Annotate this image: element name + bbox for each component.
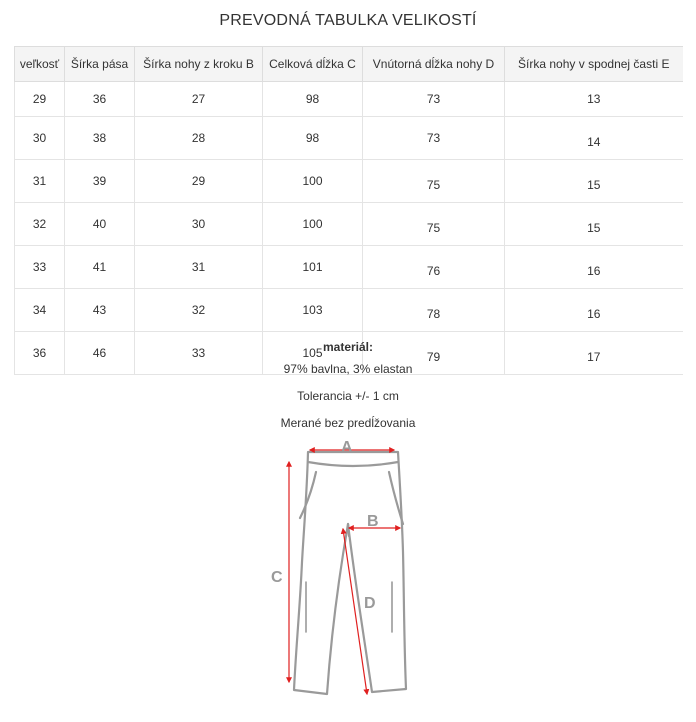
trousers-measurement-diagram (260, 432, 440, 720)
table-row (15, 160, 683, 203)
table-cell: 15 (505, 160, 683, 203)
table-header-row (15, 47, 683, 82)
label-a: A (341, 439, 353, 456)
header-total-length-c: Celková dĺžka C (263, 47, 363, 82)
table-cell: 73 (363, 117, 505, 160)
table-row (15, 289, 683, 332)
table-cell: 13 (505, 82, 683, 117)
table-cell: 30 (15, 117, 65, 160)
table-cell: 17 (505, 332, 683, 375)
table-cell: 33 (135, 332, 263, 375)
header-waist-width: Šírka pása (65, 47, 135, 82)
table-cell: 100 (263, 203, 363, 246)
table-cell: 33 (15, 246, 65, 289)
measurement-note: Merané bez predĺžovania (280, 416, 416, 430)
table-cell: 73 (363, 82, 505, 117)
table-cell: 75 (363, 203, 505, 246)
page-title: PREVODNÁ TABULKA VELIKOSTÍ (219, 12, 477, 29)
table-row (15, 82, 683, 117)
table-cell: 78 (363, 289, 505, 332)
table-cell: 76 (363, 246, 505, 289)
table-cell: 103 (263, 289, 363, 332)
table-cell: 41 (65, 246, 135, 289)
table-cell: 38 (65, 117, 135, 160)
header-crotch-width-b: Šírka nohy z kroku B (135, 47, 263, 82)
table-cell: 98 (263, 117, 363, 160)
table-cell: 100 (263, 160, 363, 203)
table-cell: 43 (65, 289, 135, 332)
header-inseam-d: Vnútorná dĺžka nohy D (363, 47, 505, 82)
label-c: C (271, 569, 283, 586)
table-row (15, 203, 683, 246)
table-cell: 32 (15, 203, 65, 246)
table-cell: 27 (135, 82, 263, 117)
table-cell: 101 (263, 246, 363, 289)
header-size: veľkosť (15, 47, 65, 82)
table-cell: 31 (15, 160, 65, 203)
table-cell: 34 (15, 289, 65, 332)
label-b: B (367, 513, 379, 530)
table-cell: 40 (65, 203, 135, 246)
table-cell: 16 (505, 289, 683, 332)
header-hem-width-e: Šírka nohy v spodnej časti E (505, 47, 683, 82)
tolerance-note: Tolerancia +/- 1 cm (297, 389, 399, 403)
table-cell: 105 (263, 332, 363, 375)
table-row (15, 117, 683, 160)
table-cell: 29 (135, 160, 263, 203)
table-cell: 39 (65, 160, 135, 203)
table-cell: 16 (505, 246, 683, 289)
table-cell: 75 (363, 160, 505, 203)
table-cell: 31 (135, 246, 263, 289)
material-heading: materiál: (322, 340, 374, 354)
table-cell: 36 (65, 82, 135, 117)
material-composition: 97% bavlna, 3% elastan (283, 362, 413, 376)
label-d: D (364, 595, 376, 612)
table-cell: 30 (135, 203, 263, 246)
table-cell: 36 (15, 332, 65, 375)
table-cell: 79 (363, 332, 505, 375)
table-cell: 15 (505, 203, 683, 246)
table-row (15, 246, 683, 289)
table-cell: 29 (15, 82, 65, 117)
table-cell: 98 (263, 82, 363, 117)
table-cell: 32 (135, 289, 263, 332)
table-cell: 14 (505, 117, 683, 160)
table-cell: 46 (65, 332, 135, 375)
size-table (14, 46, 683, 375)
table-cell: 28 (135, 117, 263, 160)
